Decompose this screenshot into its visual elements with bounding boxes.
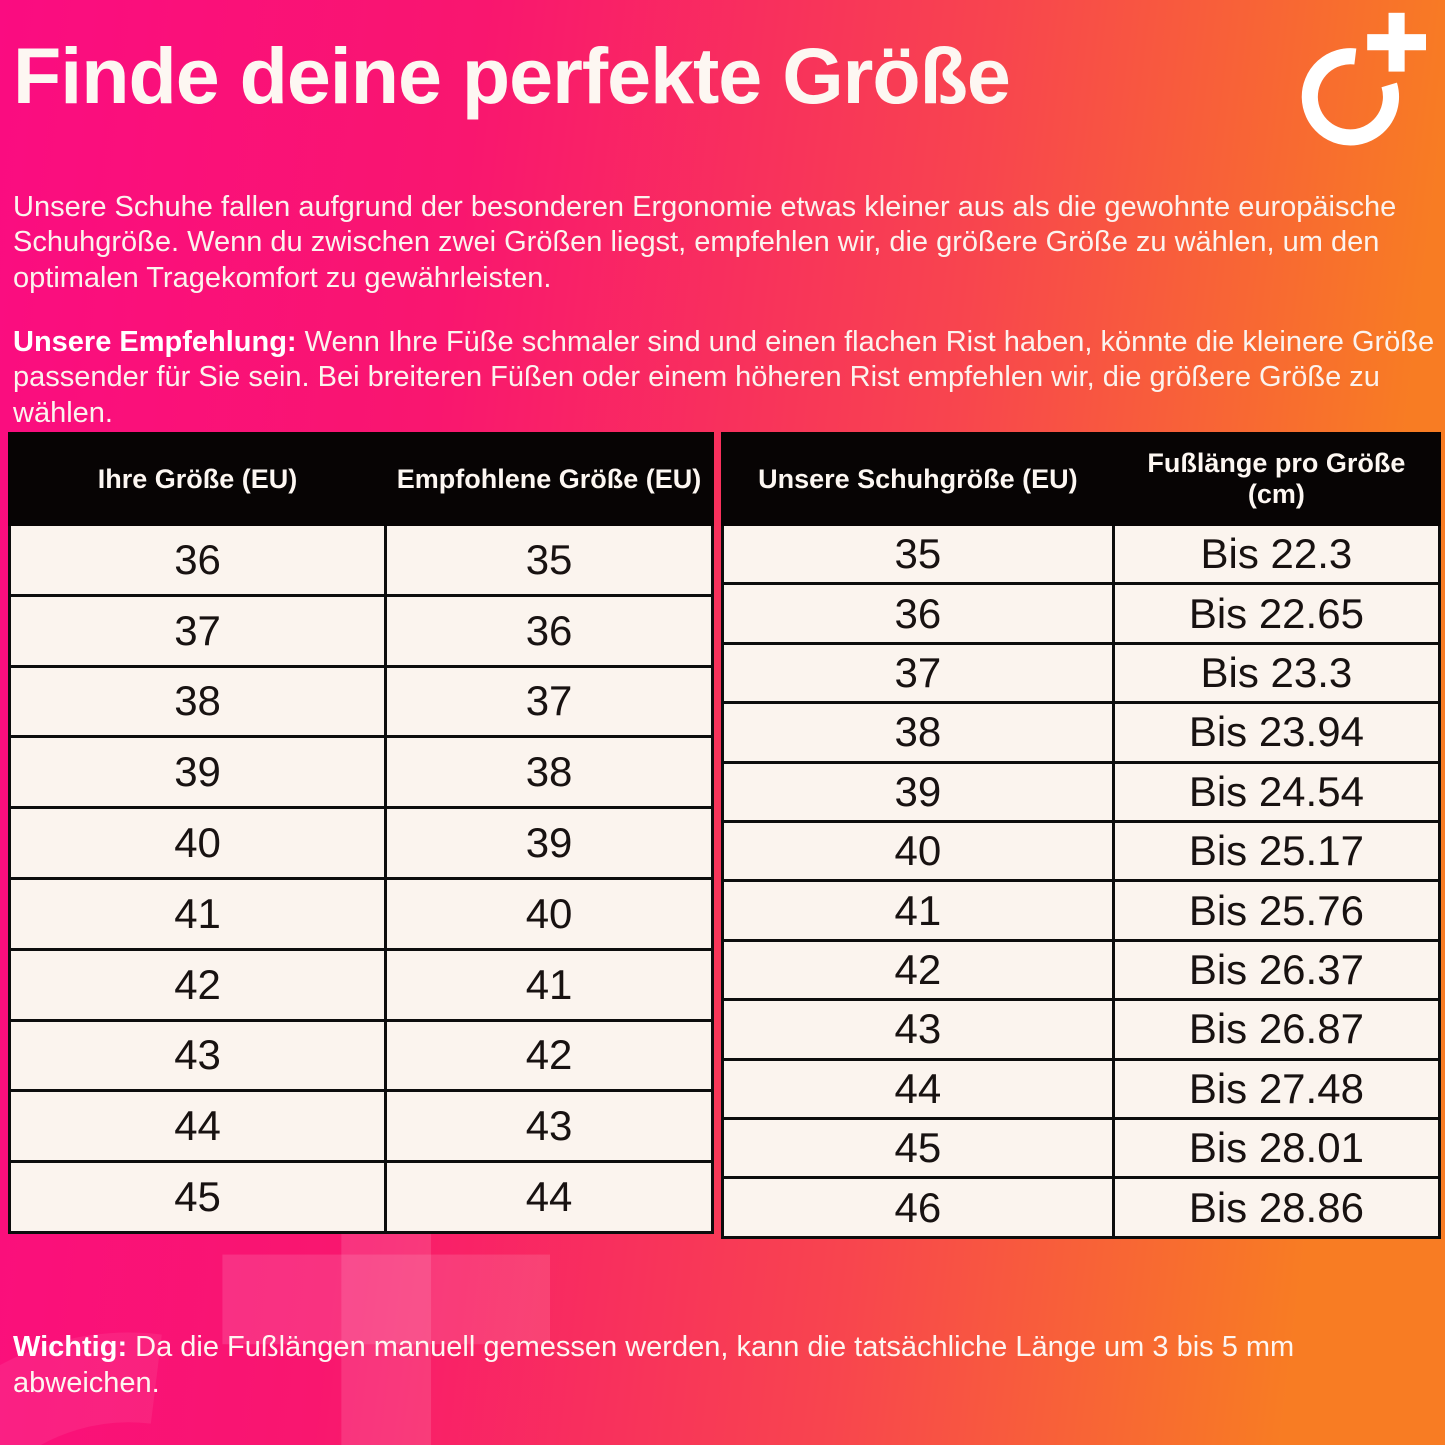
shoe-size-cell: 39: [723, 762, 1114, 821]
foot-length-cell: Bis 25.76: [1113, 881, 1439, 940]
table-row: [10, 949, 713, 1020]
table-row: [723, 1000, 1440, 1059]
recommendation-label: Unsere Empfehlung:: [13, 326, 297, 358]
table-row: [723, 525, 1440, 584]
recommended-size-cell: 40: [386, 878, 713, 949]
your-size-cell: 42: [10, 949, 386, 1020]
shoe-size-cell: 43: [723, 1000, 1114, 1059]
table-row: [10, 595, 713, 666]
table-row: [10, 808, 713, 879]
shoe-size-cell: 42: [723, 940, 1114, 999]
table-row: [723, 762, 1440, 821]
table-row: [723, 703, 1440, 762]
foot-length-cell: Bis 22.65: [1113, 584, 1439, 643]
shoe-size-cell: 35: [723, 525, 1114, 584]
column-header-foot-length: Fußlänge pro Größe (cm): [1113, 434, 1439, 525]
your-size-cell: 40: [10, 808, 386, 879]
shoe-size-cell: 38: [723, 703, 1114, 762]
your-size-cell: 45: [10, 1162, 386, 1233]
foot-length-cell: Bis 26.87: [1113, 1000, 1439, 1059]
foot-length-table: [721, 432, 1441, 1239]
table-row: [10, 1162, 713, 1233]
table-row: [723, 1119, 1440, 1178]
foot-length-cell: Bis 26.37: [1113, 940, 1439, 999]
table-row: [10, 1091, 713, 1162]
important-note: [13, 1329, 1358, 1402]
table-header-row: [723, 434, 1440, 525]
column-header-recommended-size: Empfohlene Größe (EU): [386, 434, 713, 525]
table-row: [723, 1178, 1440, 1238]
table-row: [723, 940, 1440, 999]
your-size-cell: 41: [10, 878, 386, 949]
table-row: [10, 737, 713, 808]
foot-length-cell: Bis 28.86: [1113, 1178, 1439, 1238]
shoe-size-cell: 37: [723, 643, 1114, 702]
table-row: [723, 881, 1440, 940]
your-size-cell: 37: [10, 595, 386, 666]
foot-length-cell: Bis 22.3: [1113, 525, 1439, 584]
foot-length-cell: Bis 23.3: [1113, 643, 1439, 702]
foot-length-cell: Bis 27.48: [1113, 1059, 1439, 1118]
shoe-size-cell: 41: [723, 881, 1114, 940]
your-size-cell: 44: [10, 1091, 386, 1162]
recommended-size-cell: 38: [386, 737, 713, 808]
foot-length-cell: Bis 28.01: [1113, 1119, 1439, 1178]
column-header-your-size: Ihre Größe (EU): [10, 434, 386, 525]
foot-length-cell: Bis 23.94: [1113, 703, 1439, 762]
recommended-size-cell: 43: [386, 1091, 713, 1162]
recommended-size-cell: 36: [386, 595, 713, 666]
table-row: [723, 822, 1440, 881]
table-row: [10, 878, 713, 949]
column-header-our-shoe-size: Unsere Schuhgröße (EU): [723, 434, 1114, 525]
table-row: [723, 643, 1440, 702]
your-size-cell: 39: [10, 737, 386, 808]
intro-paragraph: Unsere Schuhe fallen aufgrund der besonderen Ergonomie etwas kleiner aus als die gewohnte europäische Schuhgröße. Wenn du zwischen zwei Größen liegst, empfehlen wir, die größere Größe zu wählen, um den optimalen Tragekomfort zu gewährleisten.: [13, 191, 1397, 294]
shoe-size-cell: 44: [723, 1059, 1114, 1118]
page-title: Finde deine perfekte Größe: [13, 31, 1010, 120]
shoe-size-cell: 36: [723, 584, 1114, 643]
recommended-size-cell: 41: [386, 949, 713, 1020]
recommended-size-cell: 35: [386, 525, 713, 596]
your-size-cell: 43: [10, 1020, 386, 1091]
important-note-text: Da die Fußlängen manuell gemessen werden, kann die tatsächliche Länge um 3 bis 5 mm abweichen.: [13, 1331, 1295, 1400]
table-row: [10, 666, 713, 737]
table-header-row: [10, 434, 713, 525]
important-note-label: Wichtig:: [13, 1331, 128, 1363]
foot-length-cell: Bis 25.17: [1113, 822, 1439, 881]
recommended-size-cell: 42: [386, 1020, 713, 1091]
size-conversion-table: [8, 432, 714, 1234]
table-row: [10, 1020, 713, 1091]
table-row: [10, 525, 713, 596]
table-row: [723, 1059, 1440, 1118]
foot-length-cell: Bis 24.54: [1113, 762, 1439, 821]
shoe-size-cell: 45: [723, 1119, 1114, 1178]
recommended-size-cell: 37: [386, 666, 713, 737]
recommendation-paragraph: [13, 325, 1439, 431]
table-row: [723, 584, 1440, 643]
recommended-size-cell: 39: [386, 808, 713, 879]
o-plus-logo-icon: [1286, 10, 1426, 150]
shoe-size-cell: 40: [723, 822, 1114, 881]
your-size-cell: 36: [10, 525, 386, 596]
recommended-size-cell: 44: [386, 1162, 713, 1233]
shoe-size-cell: 46: [723, 1178, 1114, 1238]
recommendation-text: Wenn Ihre Füße schmaler sind und einen flachen Rist haben, könnte die kleinere Größe passender für Sie sein. Bei breiteren Füßen oder einem höheren Rist empfehlen wir, die größere Größe zu wählen.: [13, 326, 1435, 429]
your-size-cell: 38: [10, 666, 386, 737]
